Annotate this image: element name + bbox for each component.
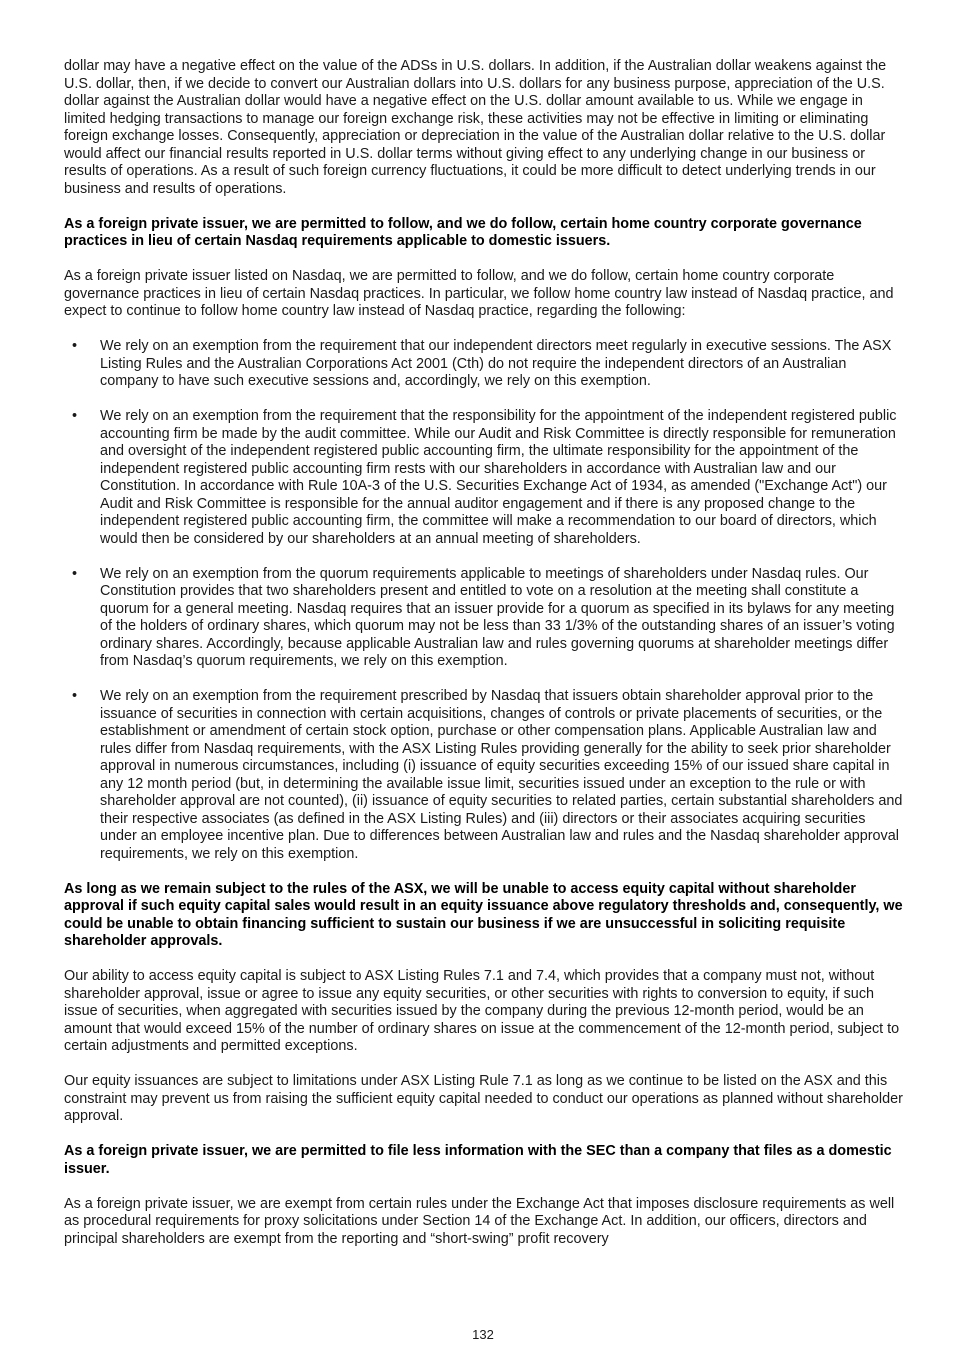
page-number: 132 <box>472 1327 494 1342</box>
list-item-text: We rely on an exemption from the requirement prescribed by Nasdaq that issuers obtain shareholder approval prior to the issuance of securities in connection with certain acquisitions, changes of controls or private placements of securities, or the establishment or amendment of certain stock option, purchase or other compensation plans. Applicable Australian law and rules differ from Nasdaq requirements, with the ASX Listing Rules providing generally for the ability to seek prior shareholder approval in numerous circumstances, including (i) issuance of equity securities exceeding 15% of our issued share capital in any 12 month period (but, in determining the available issue limit, securities issued under an exception to the rule or with shareholder approval are not counted), (ii) issuance of equity securities to related parties, certain substantial shareholders and their respective associates (as defined in the ASX Listing Rules) and (iii) directors or their associates acquiring securities under an employee incentive plan. Due to differences between Australian law and rules and the Nasdaq shareholder approval requirements, we rely on this exemption. <box>100 688 903 862</box>
bullet-icon: • <box>72 688 78 704</box>
asx-paragraph-2: Our equity issuances are subject to limitations under ASX Listing Rule 7.1 as long as we continue to be listed on the ASX and this constraint may prevent us from raising the sufficient equity capital needed to conduct our operations as planned without shareholder approval. <box>64 1073 903 1124</box>
intro-paragraph: dollar may have a negative effect on the value of the ADSs in U.S. dollars. In addition, if the Australian dollar weakens against the U.S. dollar, then, if we decide to convert our Australian dollars into U.S. dollars for any business purpose, appreciation of the U.S. dollar against the Australian dollar would have a negative effect on the U.S. dollar amount available to us. While we engage in limited hedging transactions to manage our foreign exchange risk, these activities may not be effective in limiting or eliminating foreign exchange losses. Consequently, appreciation or depreciation in the value of the Australian dollar relative to the U.S. dollar would affect our financial results reported in U.S. dollar terms without giving effect to any underlying change in our business or results of operations. As a result of such foreign currency fluctuations, it could be more difficult to detect underlying trends in our business and results of operations. <box>64 58 887 197</box>
governance-heading: As a foreign private issuer, we are permitted to follow, and we do follow, certain home country corporate governance practices in lieu of certain Nasdaq requirements applicable to domestic issuers. <box>64 215 862 249</box>
list-item-text: We rely on an exemption from the requirement that our independent directors meet regularly in executive sessions. The ASX Listing Rules and the Australian Corporations Act 2001 (Cth) do not require the independent directors of an Australian company to have such executive sessions and, accordingly, we rely on this exemption. <box>100 338 892 389</box>
list-item-text: We rely on an exemption from the quorum requirements applicable to meetings of shareholders under Nasdaq rules. Our Constitution provides that two shareholders present and entitled to vote on a resolution at the meeting shall constitute a quorum for a general meeting. Nasdaq requires that an issuer provide for a quorum as specified in its bylaws for any meeting of the holders of ordinary shares, which quorum may not be less than 33 1/3% of the outstanding shares of an issuer’s voting ordinary shares. Accordingly, because applicable Australian law and rules governing quorums at shareholder meetings differ from Nasdaq’s quorum requirements, we rely on this exemption. <box>100 565 895 669</box>
asx-paragraph-1: Our ability to access equity capital is subject to ASX Listing Rules 7.1 and 7.4, which provides that a company must not, without shareholder approval, issue or agree to issue any equity securities, or other securities with rights to conversion to equity, if such issue of securities, when aggregated with securities issued by the company during the previous 12-month period, would be an amount that would exceed 15% of the number of ordinary shares on issue at the commencement of the 12-month period, subject to certain adjustments and permitted exceptions. <box>64 968 900 1054</box>
list-item <box>64 338 904 391</box>
bullet-icon: • <box>72 565 78 582</box>
bullet-icon: • <box>72 408 78 424</box>
governance-paragraph: As a foreign private issuer listed on Nasdaq, we are permitted to follow, and we do follow, certain home country corporate governance practices in lieu of certain Nasdaq practices. In particular, we follow home country law instead of Nasdaq practice, and expect to continue to follow home country law instead of Nasdaq practice, regarding the following: <box>64 268 894 319</box>
list-item <box>64 566 904 671</box>
sec-paragraph: As a foreign private issuer, we are exempt from certain rules under the Exchange Act that imposes disclosure requirements as well as procedural requirements for proxy solicitations under Section 14 of the Exchange Act. In addition, our officers, directors and principal shareholders are exempt from the reporting and “short-swing” profit recovery <box>64 1195 895 1247</box>
document-page <box>64 58 904 1266</box>
bullet-icon: • <box>72 338 78 354</box>
exemption-list <box>64 338 904 863</box>
asx-heading: As long as we remain subject to the rules of the ASX, we will be unable to access equity capital without shareholder approval if such equity capital sales would result in an equity issuance above regulatory thresholds and, consequently, we could be unable to obtain financing sufficient to sustain our business if we are unsuccessful in soliciting requisite shareholder approvals. <box>64 880 903 949</box>
list-item-text: We rely on an exemption from the requirement that the responsibility for the appointment of the independent registered public accounting firm be made by the audit committee. While our Audit and Risk Committee is directly responsible for remuneration and oversight of the independent registered public accounting firm, the ultimate responsibility for the appointment of the independent registered public accounting firm rests with our shareholders in accordance with Australian law and our Constitution. In accordance with Rule 10A-3 of the U.S. Securities Exchange Act of 1934, as amended ("Exchange Act") our Audit and Risk Committee is responsible for the annual auditor engagement and if there is any proposed change to the independent registered public accounting firm, the committee will make a recommendation to our board of directors, which would then be considered by our shareholders at an annual meeting of shareholders. <box>100 408 897 547</box>
list-item <box>64 408 904 548</box>
list-item <box>64 688 904 863</box>
sec-heading: As a foreign private issuer, we are permitted to file less information with the SEC than a company that files as a domestic issuer. <box>64 1143 892 1177</box>
